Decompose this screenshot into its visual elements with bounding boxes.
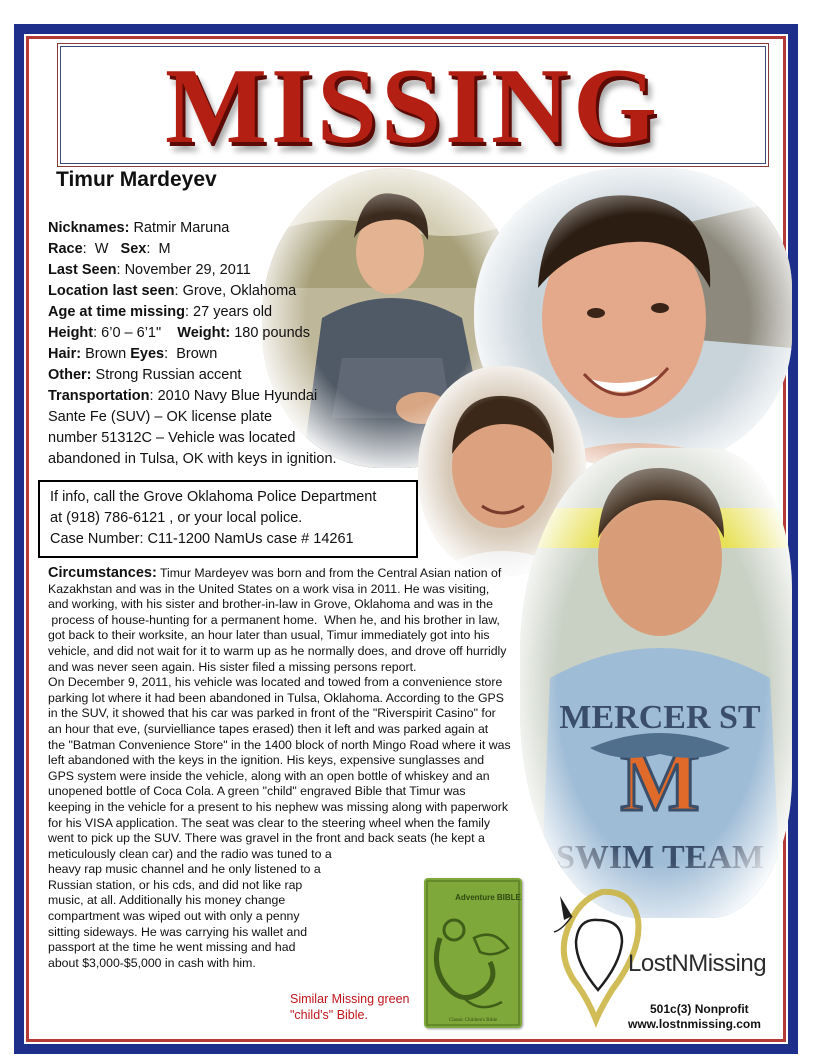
circumstances-line: process of house-hunting for a permanent home. When he, and his brother in law, — [48, 612, 500, 627]
circumstances-line: and working, with his sister and brother-in-law in Grove, Oklahoma and was in the — [48, 597, 493, 612]
poster-title: MISSING — [164, 47, 662, 166]
logo-name: LostNMissing — [628, 950, 767, 977]
circumstances-line: Circumstances: Timur Mardeyev was born and from the Central Asian nation of — [48, 565, 502, 581]
bible-caption: Similar Missing green "child's" Bible. — [290, 992, 410, 1022]
website-link[interactable]: www.lostnmissing.com — [628, 1017, 761, 1031]
circumstances-line: about $3,000-$5,000 in cash with him. — [48, 955, 256, 970]
circumstances-line: sitting sideways. He was carrying his wallet and — [48, 924, 308, 939]
circumstances-line: parking lot where it had been abandoned in Tulsa, Oklahoma. According to the GPS — [48, 690, 504, 705]
circumstances-line: heavy rap music channel and he only listened to a — [48, 862, 321, 877]
fact-last-seen: Last Seen: November 29, 2011 — [48, 262, 251, 278]
contact-line: at (918) 786-6121 , or your local police. — [50, 510, 303, 526]
circumstances-line: On December 9, 2011, his vehicle was located and towed from a convenience store — [48, 675, 503, 690]
circumstances-line: music, at all. Additionally his money change — [48, 893, 286, 908]
fact-transport-2: Sante Fe (SUV) – OK license plate — [48, 409, 273, 425]
nonprofit-label: 501c(3) Nonprofit — [650, 1002, 749, 1016]
person-name: Timur Mardeyev — [56, 168, 217, 191]
photo-swim-team-shirt — [520, 448, 792, 918]
bible-cover-image — [424, 878, 522, 1028]
contact-line: If info, call the Grove Oklahoma Police Department — [50, 489, 377, 505]
fact-height-weight: Height: 6’0 – 6’1" Weight: 180 pounds — [48, 325, 310, 341]
circumstances-line: Russian station, or his cds, and did not like rap — [48, 877, 303, 892]
fact-nicknames: Nicknames: Ratmir Maruna — [48, 220, 230, 236]
circumstances-line: got back to their worksite, an hour later than usual, Timur immediately got into his — [48, 628, 490, 643]
fact-transport-3: number 51312C – Vehicle was located — [48, 430, 296, 446]
circumstances-line: the "Batman Convenience Store" in the 1400 block of north Mingo Road where it was — [48, 737, 511, 752]
facts-block — [48, 218, 368, 470]
circumstances-line: went to pick up the SUV. There was gravel in the front and back seats (he kept a — [48, 831, 485, 846]
fact-race-sex: Race: W Sex: M — [48, 241, 171, 257]
bible-cover-footer: Classic Children's Bible — [448, 1018, 498, 1023]
circumstances-line: an hour that eve, (survielliance tapes erased) then it left and was parked again at — [48, 721, 489, 736]
case-number-line: Case Number: C11-1200 NamUs case # 14261 — [50, 531, 354, 547]
title-banner — [60, 46, 766, 164]
circumstances-line: Kazakhstan and was in the United States on a work visa in 2011. He was visiting, — [48, 581, 490, 596]
fact-transport-1: Transportation: 2010 Navy Blue Hyundai — [48, 388, 318, 404]
contact-box — [38, 480, 418, 558]
fact-other: Other: Strong Russian accent — [48, 367, 242, 383]
circumstances-line: vehicle, and did not wait for it to warm up as he normally does, and drove off hurridly — [48, 643, 507, 658]
circumstances-line: and was never seen again. His sister filed a missing persons report. — [48, 659, 417, 674]
circumstances-line: left abandoned with the keys in the ignition. His keys, expensive sunglasses and — [48, 753, 485, 768]
circumstances-line: keeping in the vehicle for a present to his nephew was missing along with paperwork — [48, 799, 509, 814]
circumstances-line: unopened bottle of Coca Cola. A green "child" engraved Bible that Timur was — [48, 784, 466, 799]
circumstances-line: in the SUV, it showed that his car was parked in front of the "Riverspirit Casino" for — [48, 706, 496, 721]
circumstances-line: meticulously clean car) and the radio was tuned to a — [48, 846, 332, 861]
circumstances-line: for his VISA application. The seat was clear to the steering wheel when the family — [48, 815, 491, 830]
fact-hair-eyes: Hair: Brown Eyes: Brown — [48, 346, 218, 362]
circumstances-line: GPS system were inside the vehicle, along with an open bottle of whiskey and an — [48, 768, 490, 783]
bible-cover-title: Adventure BIBLE — [455, 893, 521, 902]
circumstances-line: compartment was wiped out with only a penny — [48, 909, 300, 924]
circumstances-line: passport at the time he went missing and had — [48, 940, 296, 955]
circumstances-label: Circumstances: — [48, 565, 157, 581]
fact-location: Location last seen: Grove, Oklahoma — [48, 283, 297, 299]
fact-transport-4: abandoned in Tulsa, OK with keys in ignition. — [48, 451, 337, 467]
fact-age: Age at time missing: 27 years old — [48, 304, 273, 320]
